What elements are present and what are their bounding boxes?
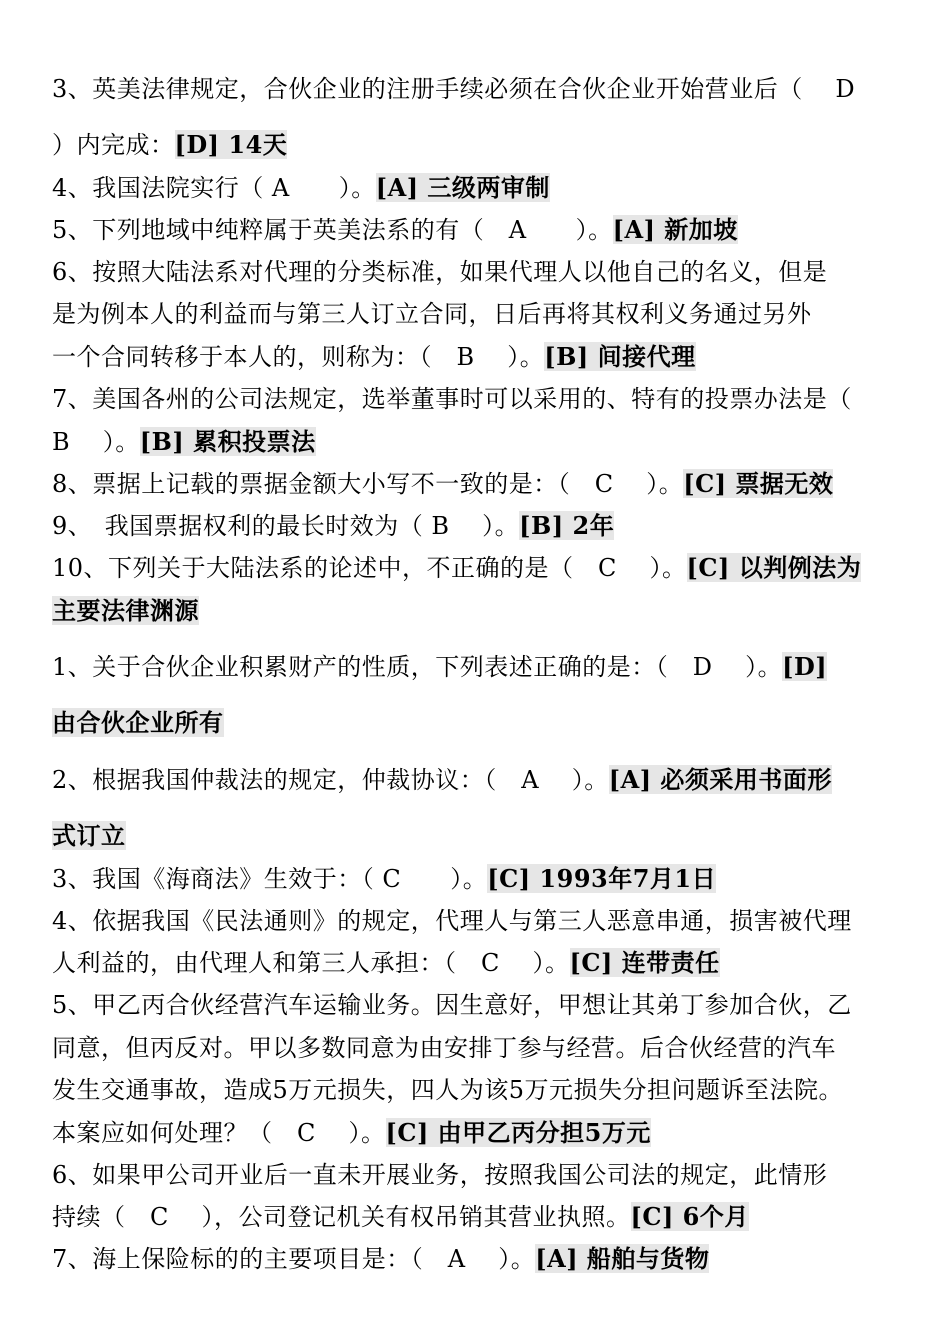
- question-text: 1、关于合伙企业积累财产的性质，下列表述正确的是：（ D ）。: [52, 653, 783, 681]
- question-line: [52, 425, 942, 459]
- question-text: 4、依据我国《民法通则》的规定，代理人与第三人恶意串通，损害被代理: [52, 907, 852, 935]
- answer-highlight: 主要法律渊源: [52, 596, 199, 625]
- answer-highlight: [C] 6个月: [630, 1202, 749, 1231]
- question-text: 一个合同转移于本人的，则称为：（ B ）。: [52, 343, 545, 371]
- question-line: [52, 988, 942, 1022]
- question-line: [52, 297, 942, 331]
- question-line: [52, 1031, 942, 1065]
- answer-highlight: [A] 船舶与货物: [535, 1244, 710, 1273]
- question-line: [52, 340, 942, 374]
- question-text: 7、美国各州的公司法规定，选举董事时可以采用的、特有的投票办法是（: [52, 385, 852, 413]
- question-text: 发生交通事故，造成5万元损失，四人为该5万元损失分担问题诉至法院。: [52, 1076, 844, 1104]
- question-text: 5、下列地域中纯粹属于英美法系的有（ A ）。: [52, 216, 613, 244]
- question-line: [52, 904, 942, 938]
- question-line: [52, 382, 942, 416]
- question-text: 3、英美法律规定，合伙企业的注册手续必须在合伙企业开始营业后（ D: [52, 75, 856, 103]
- question-text: 6、按照大陆法系对代理的分类标准，如果代理人以他自己的名义，但是: [52, 258, 828, 286]
- question-text: ）内完成：: [52, 131, 175, 159]
- question-line: [52, 72, 942, 106]
- question-text: 7、海上保险标的的主要项目是：（ A ）。: [52, 1245, 536, 1273]
- answer-highlight: 式订立: [52, 821, 126, 850]
- question-line: [52, 650, 942, 684]
- question-text: 9、 我国票据权利的最长时效为（ B ）。: [52, 512, 520, 540]
- question-line: [52, 946, 942, 980]
- question-text: 人利益的，由代理人和第三人承担：（ C ）。: [52, 949, 570, 977]
- question-line: [52, 1242, 942, 1276]
- question-line: [52, 551, 942, 585]
- question-line: [52, 819, 942, 853]
- question-line: [52, 213, 942, 247]
- answer-highlight: [C] 票据无效: [683, 469, 834, 498]
- question-line: [52, 763, 942, 797]
- question-text: 同意，但丙反对。甲以多数同意为由安排丁参与经营。后合伙经营的汽车: [52, 1034, 836, 1062]
- question-line: [52, 1073, 942, 1107]
- question-text: 3、我国《海商法》生效于：（ C ）。: [52, 865, 488, 893]
- answer-highlight: 由合伙企业所有: [52, 708, 224, 737]
- answer-highlight: [D]: [782, 652, 828, 681]
- question-line: [52, 594, 942, 628]
- answer-highlight: [A] 必须采用书面形: [608, 765, 832, 794]
- answer-highlight: [C] 1993年7月1日: [487, 864, 717, 893]
- answer-highlight: [B] 2年: [519, 511, 615, 540]
- question-line: [52, 1200, 942, 1234]
- answer-highlight: [B] 间接代理: [544, 342, 696, 371]
- question-line: [52, 862, 942, 896]
- question-line: [52, 509, 942, 543]
- question-line: [52, 467, 942, 501]
- question-text: 是为例本人的利益而与第三人订立合同，日后再将其权利义务通过另外: [52, 300, 812, 328]
- answer-highlight: [A] 新加坡: [612, 215, 738, 244]
- answer-highlight: [D] 14天: [174, 130, 288, 159]
- answer-highlight: [A] 三级两审制: [375, 173, 550, 202]
- question-text: 4、我国法院实行（ A ）。: [52, 174, 376, 202]
- question-text: B ）。: [52, 428, 140, 456]
- question-line: [52, 255, 942, 289]
- question-text: 10、下列关于大陆法系的论述中，不正确的是（ C ）。: [52, 554, 687, 582]
- question-line: [52, 1158, 942, 1192]
- question-text: 6、如果甲公司开业后一直未开展业务，按照我国公司法的规定，此情形: [52, 1161, 828, 1189]
- question-line: [52, 1116, 942, 1150]
- answer-highlight: [C] 由甲乙丙分担5万元: [385, 1118, 651, 1147]
- question-line: [52, 128, 942, 162]
- answer-highlight: [C] 以判例法为: [686, 553, 862, 582]
- question-line: [52, 706, 942, 740]
- question-text: 本案应如何处理？（ C ）。: [52, 1119, 386, 1147]
- answer-highlight: [B] 累积投票法: [139, 427, 316, 456]
- answer-highlight: [C] 连带责任: [569, 948, 720, 977]
- question-text: 8、票据上记载的票据金额大小写不一致的是：（ C ）。: [52, 470, 684, 498]
- question-text: 5、甲乙丙合伙经营汽车运输业务。因生意好，甲想让其弟丁参加合伙，乙: [52, 991, 852, 1019]
- question-text: 持续（ C ），公司登记机关有权吊销其营业执照。: [52, 1203, 631, 1231]
- question-text: 2、根据我国仲裁法的规定，仲裁协议：（ A ）。: [52, 766, 609, 794]
- question-line: [52, 171, 942, 205]
